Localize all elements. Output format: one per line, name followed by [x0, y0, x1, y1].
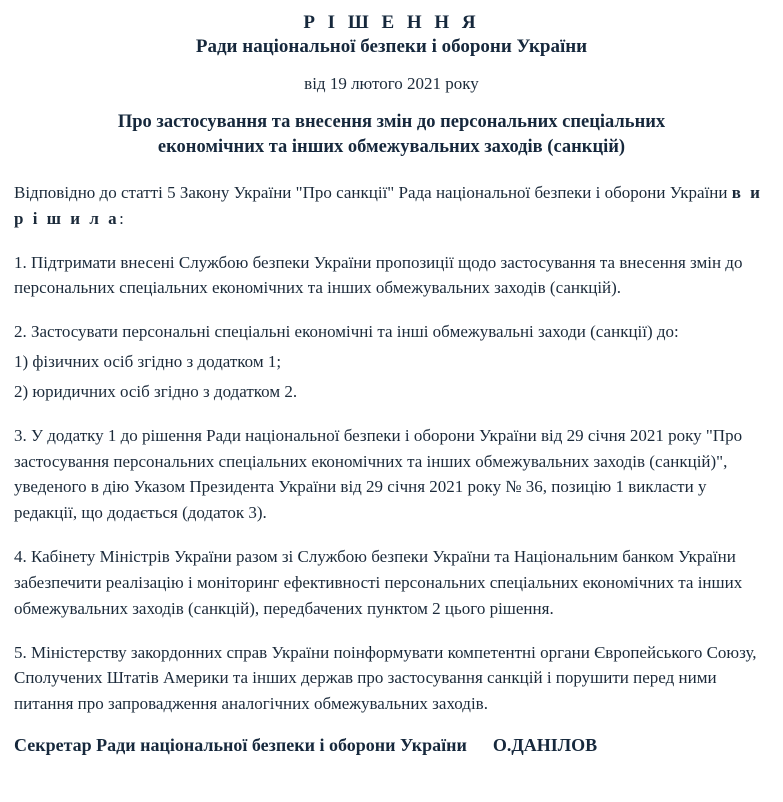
signature-name: О.ДАНІЛОВ [492, 735, 598, 756]
document-heading-line-2: економічних та інших обмежувальних заходів (санкцій) [157, 136, 626, 157]
paragraph-2: 2. Застосувати персональні спеціальні економічні та інші обмежувальні заходи (санкції) до: [14, 322, 679, 342]
paragraph-1: 1. Підтримати внесені Службою безпеки України пропозиції щодо застосування та внесення змін до персональних спеціальних економічних та інших обмежувальних заходів (санкцій). [14, 252, 743, 298]
paragraph-5: 5. Міністерству закордонних справ України поінформувати компетентні органи Європейського Союзу, Сполучених Штатів Америки та інших держав про застосування санкцій і порушити перед ними питання про запровадження аналогічних обмежувальних заходів. [14, 642, 757, 714]
preamble-emphasis: в и р і ш и л а [14, 182, 763, 228]
paragraph-2-item-2: 2) юридичних осіб згідно з додатком 2. [14, 381, 298, 401]
paragraph-2-item-1: 1) фізичних осіб згідно з додатком 1; [14, 352, 282, 372]
signature-block [14, 735, 769, 756]
document-title: Р І Ш Е Н Н Я [303, 12, 480, 33]
paragraph-3: 3. У додатку 1 до рішення Ради національної безпеки і оборони України від 29 січня 2021 року "Про застосування персональних спеціальних економічних та інших обмежувальних заходів (санкцій)", уведеного в дію Указом Президента України від 29 січня 2021 року № 36, позицію 1 викласти у редакції, що додається (додаток 3). [14, 425, 743, 523]
document-heading-line-1: Про застосування та внесення змін до персональних спеціальних [117, 112, 666, 132]
document-heading [38, 110, 745, 160]
signature-role: Секретар Ради національної безпеки і оборони України [14, 735, 467, 756]
preamble-text-after: : [119, 208, 124, 228]
preamble-text-before: Відповідно до статті 5 Закону України "Про санкції" Рада національної безпеки і оборони України [14, 182, 732, 202]
document-subtitle: Ради національної безпеки і оборони України [195, 36, 588, 57]
preamble-paragraph [14, 180, 769, 232]
document-date: від 19 лютого 2021 року [304, 74, 479, 93]
paragraph-4: 4. Кабінету Міністрів України разом зі Службою безпеки України та Національним банком України забезпечити реалізацію і моніторинг ефективності персональних спеціальних економічних та інших обмежувальних заходів (санкцій), передбачених пунктом 2 цього рішення. [14, 547, 743, 618]
